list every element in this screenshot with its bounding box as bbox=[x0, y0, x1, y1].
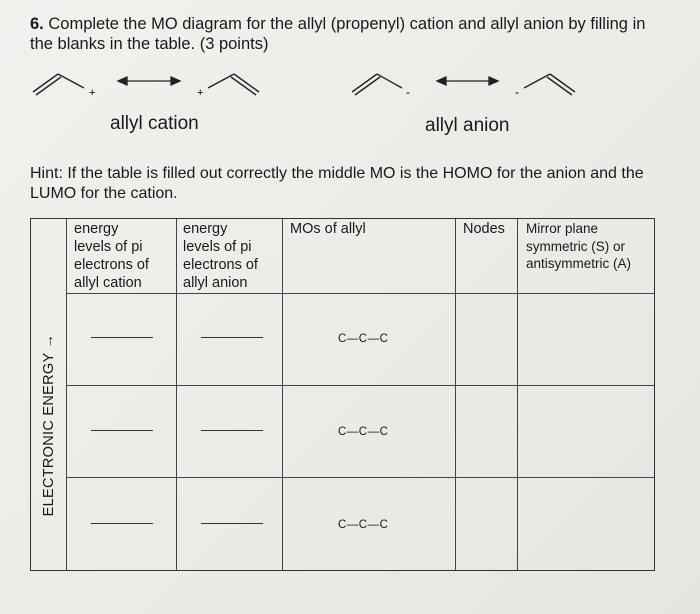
table-divider bbox=[282, 219, 283, 570]
allyl-anion-structure-1 bbox=[352, 74, 402, 95]
cation-energy-blank[interactable] bbox=[91, 337, 153, 338]
anion-charge-1: - bbox=[406, 85, 410, 99]
mo-table bbox=[30, 218, 655, 571]
header-line: energy bbox=[183, 221, 228, 237]
header-anion-energy bbox=[183, 220, 258, 292]
allyl-cation-structure-1 bbox=[33, 74, 84, 95]
allyl-cation-structure-2 bbox=[208, 74, 259, 95]
header-line: levels of pi bbox=[183, 239, 252, 255]
header-mirror-plane bbox=[526, 220, 631, 273]
header-line: electrons of bbox=[183, 257, 258, 273]
anion-energy-blank[interactable] bbox=[201, 523, 263, 524]
header-line: electrons of bbox=[74, 257, 149, 273]
mo-carbon-chain: C—C—C bbox=[338, 519, 389, 531]
table-divider bbox=[176, 219, 177, 570]
anion-charge-2: - bbox=[515, 85, 519, 99]
header-line: allyl cation bbox=[74, 275, 142, 291]
table-divider bbox=[455, 219, 456, 570]
allyl-anion-structure-2 bbox=[524, 74, 575, 95]
header-line: MOs of allyl bbox=[290, 221, 366, 237]
anion-energy-blank[interactable] bbox=[201, 337, 263, 338]
hint-text: Hint: If the table is filled out correctly the middle MO is the HOMO for the anion and the LUMO for the cation. bbox=[30, 165, 644, 202]
cation-energy-blank[interactable] bbox=[91, 523, 153, 524]
table-divider bbox=[66, 477, 654, 478]
allyl-anion-label: allyl anion bbox=[425, 115, 510, 136]
table-divider bbox=[66, 219, 67, 570]
header-cation-energy bbox=[74, 220, 149, 292]
header-line: symmetric (S) or bbox=[526, 238, 625, 254]
header-line: levels of pi bbox=[74, 239, 143, 255]
cation-charge-2: + bbox=[197, 87, 204, 99]
y-axis-label: ELECTRONIC ENERGY → bbox=[40, 333, 57, 517]
resonance-structures bbox=[0, 0, 700, 110]
header-nodes bbox=[463, 220, 505, 238]
cation-charge-1: + bbox=[89, 87, 96, 99]
resonance-arrow-cation bbox=[118, 77, 180, 85]
header-line: Nodes bbox=[463, 221, 505, 237]
cation-energy-blank[interactable] bbox=[91, 430, 153, 431]
question-number: 6. bbox=[30, 15, 44, 33]
header-line: antisymmetric (A) bbox=[526, 256, 632, 271]
mo-carbon-chain: C—C—C bbox=[338, 426, 389, 438]
electronic-energy-axis bbox=[31, 279, 66, 571]
table-divider bbox=[66, 385, 654, 386]
table-divider bbox=[517, 219, 518, 570]
table-divider bbox=[66, 293, 654, 294]
header-line: energy bbox=[74, 221, 119, 237]
header-line: allyl anion bbox=[183, 275, 248, 291]
allyl-cation-label: allyl cation bbox=[110, 113, 199, 134]
question-body: Complete the MO diagram for the allyl (propenyl) cation and allyl anion by filling in the blanks in the table. (3 points) bbox=[30, 15, 646, 53]
header-mos-of-allyl bbox=[290, 220, 366, 238]
resonance-arrow-anion bbox=[437, 77, 498, 85]
header-line: Mirror plane bbox=[526, 221, 599, 236]
mo-carbon-chain: C—C—C bbox=[338, 333, 389, 345]
anion-energy-blank[interactable] bbox=[201, 430, 263, 431]
